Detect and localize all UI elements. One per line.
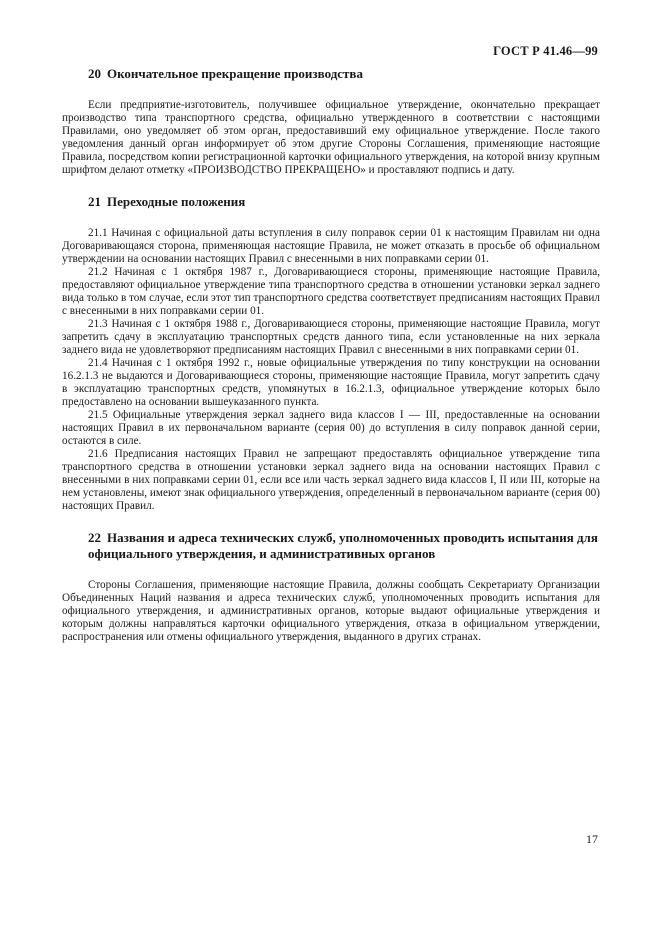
page-content: [62, 66, 600, 644]
section-number: 20: [88, 66, 101, 81]
section-heading-20: [62, 66, 600, 82]
section-20-paragraph: Если предприятие-изготовитель, получившее официальное утверждение, окончательно прекращает производство типа транспортного средства, официально утвержденного в соответствии с настоящими Правилами, оно уведомляет об этом орган, предоставивший ему официальное утверждение. После такого уведомления данный орган информирует об этом другие Стороны Соглашения, применяющие настоящие Правила, посредством копии регистрационной карточки официального утверждения, на которой внизу крупным шрифтом делают отметку «ПРОИЗВОДСТВО ПРЕКРАЩЕНО» и проставляют подпись и дату.: [62, 99, 600, 176]
clause-21-2: 21.2 Начиная с 1 октября 1987 г., Договаривающиеся стороны, применяющие настоящие Правила, предоставляют официальное утверждение типа транспортного средства в отношении установки зеркал заднего вида только в том случае, если этот тип транспортного средства соответствует предписаниям настоящих Правил с внесенными в них поправками серии 01.: [62, 266, 600, 317]
clause-21-4: 21.4 Начиная с 1 октября 1992 г., новые официальные утверждения по типу конструкции на основании 16.2.1.3 не выдаются и Договаривающиеся стороны, применяющие настоящие Правила, могут запретить сдачу в эксплуатацию транспортных средств, упомянутых в 16.2.1.3, официальное утверждение которых было предоставлено на основании вышеуказанного пункта.: [62, 357, 600, 408]
section-heading-22: [62, 530, 600, 562]
section-number: 22: [88, 530, 101, 545]
document-code: ГОСТ Р 41.46—99: [493, 44, 598, 58]
section-heading-21: [62, 194, 600, 210]
section-number: 21: [88, 194, 101, 209]
clause-21-1: 21.1 Начиная с официальной даты вступления в силу поправок серии 01 к настоящим Правилам ни одна Договаривающаяся сторона, применяющая настоящие Правила, не может отказать в просьбе об официальном утверждении на основании настоящих Правил с внесенными в них поправками серии 01.: [62, 227, 600, 265]
clause-21-3: 21.3 Начиная с 1 октября 1988 г., Договаривающиеся стороны, применяющие настоящие Правила, могут запретить сдачу в эксплуатацию транспортных средств данного типа, если установленные на них зеркала заднего вида не удовлетворяют предписаниям настоящих Правил с внесенными в них поправками серии 01.: [62, 318, 600, 356]
clause-21-5: 21.5 Официальные утверждения зеркал заднего вида классов I — III, предоставленные на основании настоящих Правил в их первоначальном варианте (серия 00) до вступления в силу поправок данной серии, остаются в силе.: [62, 409, 600, 447]
section-22-paragraph: Стороны Соглашения, применяющие настоящие Правила, должны сообщать Секретариату Организации Объединенных Наций названия и адреса технических служб, уполномоченных проводить испытания для официального утверждения, и административных органов, которые выдают официальные утверждения и которым должны направляться карточки официального утверждения, отказа в официальном утверждении, распространения или отмены официального утверждения, выданного в других странах.: [62, 579, 600, 643]
clause-21-6: 21.6 Предписания настоящих Правил не запрещают предоставлять официальное утверждение типа транспортного средства в отношении установки зеркал заднего вида на основании настоящих Правил с внесенными в них поправками серии 01, если все или часть зеркал заднего вида классов I, II или III, которые на нем установлены, имеют знак официального утверждения, определенный в первоначальном варианте (серия 00) настоящих Правил.: [62, 448, 600, 512]
page-number: 17: [586, 832, 598, 846]
section-title: Названия и адреса технических служб, уполномоченных проводить испытания для официального утверждения, и административных органов: [88, 530, 598, 561]
section-title: Окончательное прекращение производства: [107, 66, 363, 81]
section-title: Переходные положения: [107, 194, 246, 209]
